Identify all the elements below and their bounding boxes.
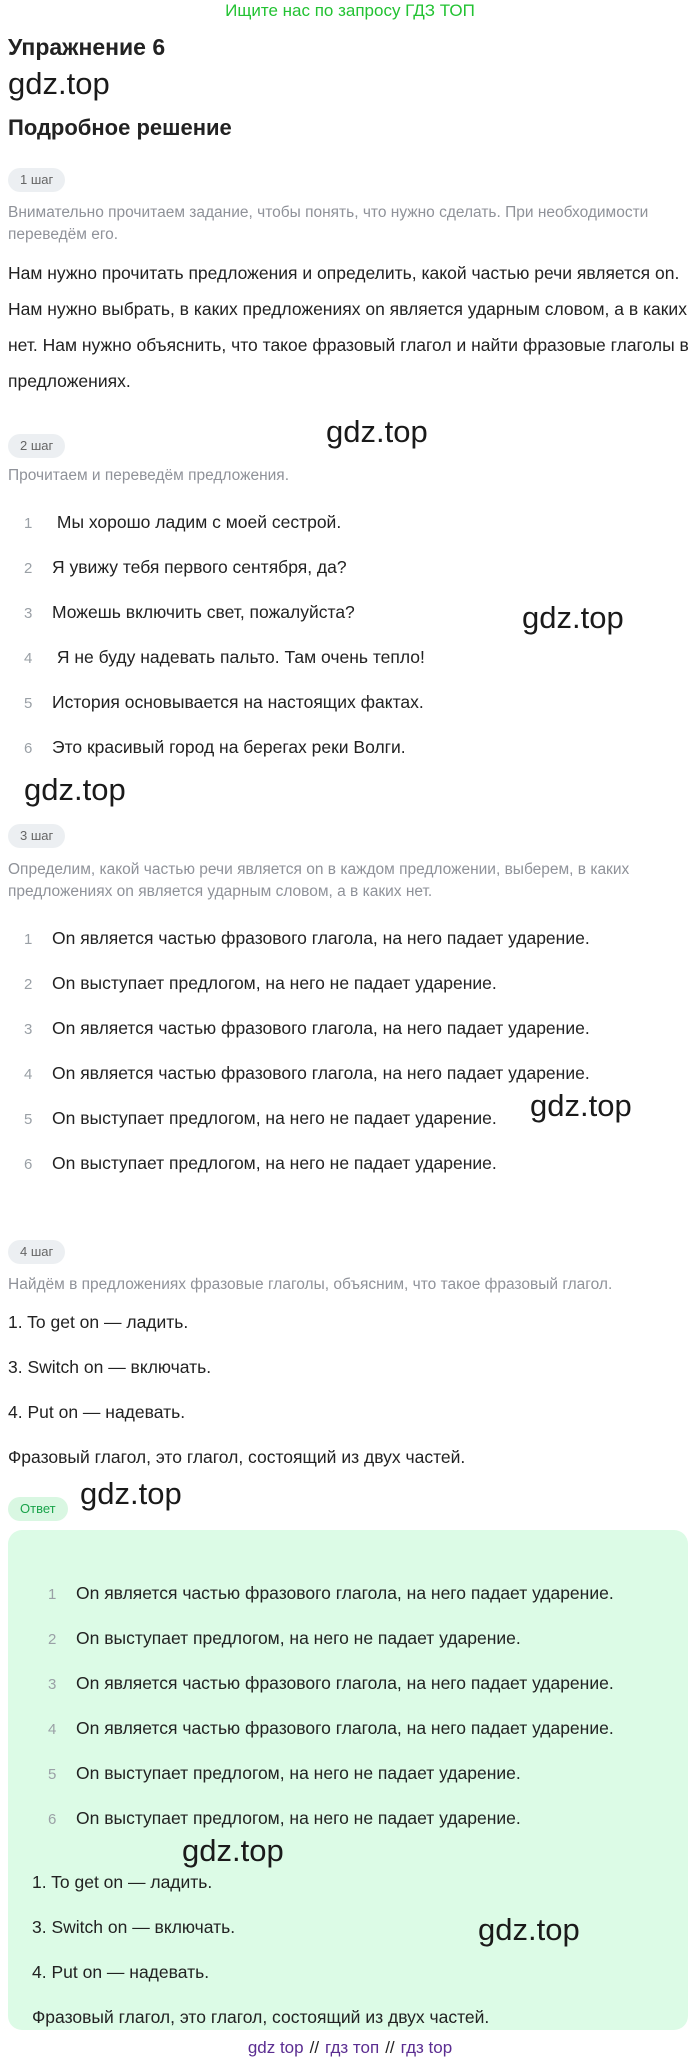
- watermark-logo: gdz.top: [326, 414, 428, 449]
- definition-line: Фразовый глагол, это глагол, состоящий из двух частей.: [8, 1447, 466, 1467]
- list-item: [24, 923, 590, 953]
- item-number: 3: [24, 605, 33, 622]
- item-text: On выступает предлогом, на него не падает ударение.: [52, 1108, 497, 1128]
- footer-link-gdz-top-ru[interactable]: гдз топ: [325, 2038, 380, 2057]
- search-banner: Ищите нас по запросу ГДЗ ТОП: [225, 1, 475, 20]
- watermark-logo: gdz.top: [522, 600, 624, 635]
- list-item: [24, 1058, 590, 1088]
- item-number: 1: [24, 931, 33, 948]
- list-item: [24, 507, 341, 537]
- phrasal-verb-line: 1. To get on — ладить.: [32, 1872, 213, 1892]
- watermark-logo: gdz.top: [182, 1833, 284, 1868]
- item-number: 3: [48, 1676, 57, 1693]
- step-1-chip: 1 шаг: [8, 168, 65, 192]
- list-item: [24, 1103, 497, 1133]
- item-number: 6: [48, 1811, 57, 1828]
- item-text: On выступает предлогом, на него не падает ударение.: [52, 1153, 497, 1173]
- item-text: On является частью фразового глагола, на него падает ударение.: [52, 928, 590, 948]
- item-text: On является частью фразового глагола, на него падает ударение.: [52, 1063, 590, 1083]
- list-item: [24, 597, 355, 627]
- item-text: On является частью фразового глагола, на него падает ударение.: [76, 1583, 614, 1603]
- list-item: [48, 1623, 521, 1653]
- section-subtitle: Подробное решение: [8, 115, 232, 140]
- item-number: 2: [48, 1631, 57, 1648]
- page-title: Упражнение 6: [8, 34, 166, 60]
- step-2-hint: Прочитаем и переведём предложения.: [8, 467, 289, 484]
- footer-link-gdz-top[interactable]: gdz top: [247, 2038, 304, 2057]
- footer-separator: //: [309, 2038, 320, 2057]
- item-text: On является частью фразового глагола, на него падает ударение.: [76, 1673, 614, 1693]
- item-number: 5: [24, 1111, 33, 1128]
- definition-line: Фразовый глагол, это глагол, состоящий из двух частей.: [32, 2007, 490, 2027]
- item-text: Я увижу тебя первого сентября, да?: [52, 557, 347, 577]
- item-number: 1: [24, 515, 33, 532]
- item-number: 2: [24, 976, 33, 993]
- list-item: [48, 1803, 521, 1833]
- item-number: 5: [48, 1766, 57, 1783]
- list-item: [48, 1668, 614, 1698]
- watermark-logo: gdz.top: [530, 1088, 632, 1123]
- footer-separator: //: [385, 2038, 395, 2057]
- list-item: [24, 687, 424, 717]
- item-text: On выступает предлогом, на него не падает ударение.: [76, 1763, 521, 1783]
- watermark-logo: gdz.top: [478, 1912, 580, 1947]
- item-number: 1: [48, 1586, 57, 1603]
- item-text: On выступает предлогом, на него не падает ударение.: [52, 973, 497, 993]
- phrasal-verb-line: 3. Switch on — включать.: [32, 1917, 236, 1937]
- list-item: [48, 1578, 614, 1608]
- step-1-hint: Внимательно прочитаем задание, чтобы понять, что нужно сделать. При необходимости переведём его.: [8, 204, 649, 243]
- list-item: [48, 1758, 521, 1788]
- item-text: On является частью фразового глагола, на него падает ударение.: [52, 1018, 590, 1038]
- step-2-chip: 2 шаг: [8, 434, 65, 458]
- list-item: [24, 1013, 590, 1043]
- list-item: [24, 732, 406, 762]
- item-text: История основывается на настоящих фактах.: [52, 692, 424, 712]
- item-text: Это красивый город на берегах реки Волги.: [52, 737, 406, 757]
- phrasal-verb-line: 3. Switch on — включать.: [8, 1357, 212, 1377]
- item-number: 4: [24, 1066, 33, 1083]
- step-4-chip: 4 шаг: [8, 1240, 65, 1264]
- item-text: On выступает предлогом, на него не падает ударение.: [76, 1808, 521, 1828]
- phrasal-verb-line: 4. Put on — надевать.: [8, 1402, 186, 1422]
- watermark-logo: gdz.top: [8, 66, 110, 101]
- answer-chip: Ответ: [8, 1497, 68, 1521]
- item-text: On является частью фразового глагола, на него падает ударение.: [76, 1718, 614, 1738]
- footer-links: [0, 2036, 700, 2060]
- item-number: 6: [24, 1156, 33, 1173]
- watermark-logo: gdz.top: [24, 772, 126, 807]
- phrasal-verb-line: 1. To get on — ладить.: [8, 1312, 189, 1332]
- phrasal-verb-line: 4. Put on — надевать.: [32, 1962, 210, 1982]
- item-number: 4: [48, 1721, 57, 1738]
- step-4-hint: Найдём в предложениях фразовые глаголы, объясним, что такое фразовый глагол.: [8, 1276, 613, 1293]
- footer-link-gdz-top-mixed[interactable]: гдз top: [400, 2038, 453, 2057]
- list-item: [24, 642, 425, 672]
- item-text: Можешь включить свет, пожалуйста?: [52, 602, 355, 622]
- step-3-chip: 3 шаг: [8, 824, 65, 848]
- item-number: 6: [24, 740, 33, 757]
- list-item: [48, 1713, 614, 1743]
- item-number: 2: [24, 560, 33, 577]
- watermark-logo: gdz.top: [80, 1476, 182, 1511]
- item-text: Я не буду надевать пальто. Там очень тепло!: [52, 647, 425, 667]
- list-item: [24, 968, 497, 998]
- item-text: Мы хорошо ладим с моей сестрой.: [52, 512, 342, 532]
- list-item: [24, 552, 347, 582]
- item-text: On выступает предлогом, на него не падает ударение.: [76, 1628, 521, 1648]
- item-number: 4: [24, 650, 33, 667]
- list-item: [24, 1148, 497, 1178]
- item-number: 3: [24, 1021, 33, 1038]
- step-1-text: Нам нужно прочитать предложения и определить, какой частью речи является on. Нам нужно выбрать, в каких предложениях on является ударным словом, а в каких нет. Нам нужно объяснить, что такое фразовый глагол и найти фразовые глаголы в предложениях.: [8, 263, 689, 391]
- step-3-hint: Определим, какой частью речи является on в каждом предложении, выберем, в каких предложениях on является ударным словом, а в каких нет.: [8, 861, 630, 900]
- item-number: 5: [24, 695, 33, 712]
